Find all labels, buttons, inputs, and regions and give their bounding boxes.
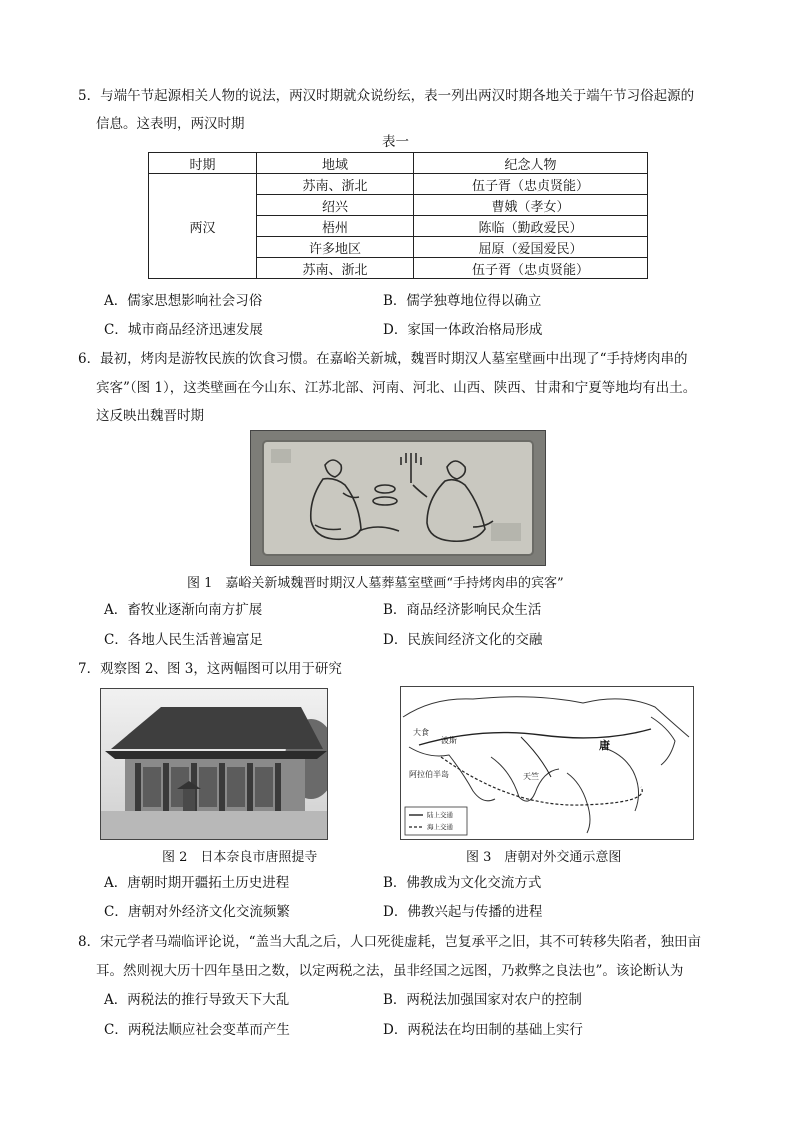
q5-stem-line1: 5．与端午节起源相关人物的说法，两汉时期就众说纷纭，表一列出两汉时期各地关于端午节习俗起源的 — [78, 88, 695, 104]
q8-option-d[interactable]: D．两税法在均田制的基础上实行 — [383, 1022, 583, 1038]
table-header-row — [149, 153, 648, 174]
q5-stem-line2: 信息。这表明，两汉时期 — [96, 116, 245, 132]
table-cell-person: 伍子胥（忠贞贤能） — [414, 174, 648, 195]
q5-option-b[interactable]: B．儒学独尊地位得以确立 — [383, 293, 542, 309]
mural-image — [251, 431, 545, 565]
table-header-region: 地域 — [257, 153, 414, 174]
temple-photo — [100, 688, 328, 840]
q6-option-a[interactable]: A．畜牧业逐渐向南方扩展 — [104, 602, 263, 618]
table-cell-region: 绍兴 — [257, 195, 414, 216]
table-cell-region: 苏南、浙北 — [257, 258, 414, 279]
map-label-persia: 波斯 — [441, 736, 457, 745]
table-title: 表一 — [382, 134, 409, 150]
q6-stem-line2: 宾客”（图 1），这类壁画在今山东、江苏北部、河南、河北、山西、陕西、甘肃和宁夏等地均有出土。 — [96, 380, 697, 396]
figure1-caption: 图 1 嘉峪关新城魏晋时期汉人墓葬墓室壁画“手持烤肉串的宾客” — [187, 576, 564, 591]
map-image — [401, 687, 693, 839]
table-cell-person: 屈原（爱国爱民） — [414, 237, 648, 258]
table-cell-person: 陈临（勤政爱民） — [414, 216, 648, 237]
q8-stem-line1: 8．宋元学者马端临评论说，“盖当大乱之后，人口死徙虚耗，岂复承平之旧，其不可转移失陷者，独田亩 — [78, 934, 701, 950]
table-header-person: 纪念人物 — [414, 153, 648, 174]
q6-option-d[interactable]: D．民族间经济文化的交融 — [383, 632, 543, 648]
map-legend-land: 陆上交通 — [427, 811, 453, 819]
map-label-arabia: 阿拉伯半岛 — [409, 770, 449, 779]
q8-option-c[interactable]: C．两税法顺应社会变革而产生 — [104, 1022, 290, 1038]
map-label-dashi: 大食 — [413, 728, 429, 737]
q6-stem-line1: 6．最初，烤肉是游牧民族的饮食习惯。在嘉峪关新城，魏晋时期汉人墓室壁画中出现了“手持烤肉串的 — [78, 351, 688, 367]
q5-option-c[interactable]: C．城市商品经济迅速发展 — [104, 322, 263, 338]
temple-image — [101, 689, 327, 839]
map-legend-sea: 海上交通 — [427, 823, 453, 831]
q8-option-b[interactable]: B．两税法加强国家对农户的控制 — [383, 992, 582, 1008]
table-cell-person: 曹娥（孝女） — [414, 195, 648, 216]
q6-stem-line3: 这反映出魏晋时期 — [96, 408, 204, 424]
q7-option-c[interactable]: C．唐朝对外经济文化交流频繁 — [104, 904, 290, 920]
table-header-period: 时期 — [149, 153, 257, 174]
q8-stem-line2: 耳。然则视大历十四年垦田之数，以定两税之法，虽非经国之远图，乃救弊之良法也”。该论断认为 — [96, 963, 684, 979]
q5-option-d[interactable]: D．家国一体政治格局形成 — [383, 322, 543, 338]
q5-option-a[interactable]: A．儒家思想影响社会习俗 — [104, 293, 263, 309]
table-cell-region: 苏南、浙北 — [257, 174, 414, 195]
q5-table — [148, 152, 648, 279]
q6-option-b[interactable]: B．商品经济影响民众生活 — [383, 602, 542, 618]
mural-figure — [250, 430, 546, 566]
q7-stem: 7．观察图 2、图 3，这两幅图可以用于研究 — [78, 661, 342, 677]
q7-option-b[interactable]: B．佛教成为文化交流方式 — [383, 875, 542, 891]
table-cell-region: 梧州 — [257, 216, 414, 237]
table-cell-period: 两汉 — [149, 174, 257, 279]
map-label-tianzhu: 天竺 — [523, 772, 539, 781]
q6-option-c[interactable]: C．各地人民生活普遍富足 — [104, 632, 263, 648]
q8-option-a[interactable]: A．两税法的推行导致天下大乱 — [104, 992, 290, 1008]
figure2-caption: 图 2 日本奈良市唐照提寺 — [162, 850, 318, 865]
tang-trade-map — [400, 686, 694, 840]
q7-option-a[interactable]: A．唐朝时期开疆拓土历史进程 — [104, 875, 290, 891]
table-cell-region: 许多地区 — [257, 237, 414, 258]
figure3-caption: 图 3 唐朝对外交通示意图 — [466, 850, 622, 865]
map-label-tang: 唐 — [599, 739, 610, 752]
q7-option-d[interactable]: D．佛教兴起与传播的进程 — [383, 904, 543, 920]
table-cell-person: 伍子胥（忠贞贤能） — [414, 258, 648, 279]
table-row — [149, 174, 648, 195]
